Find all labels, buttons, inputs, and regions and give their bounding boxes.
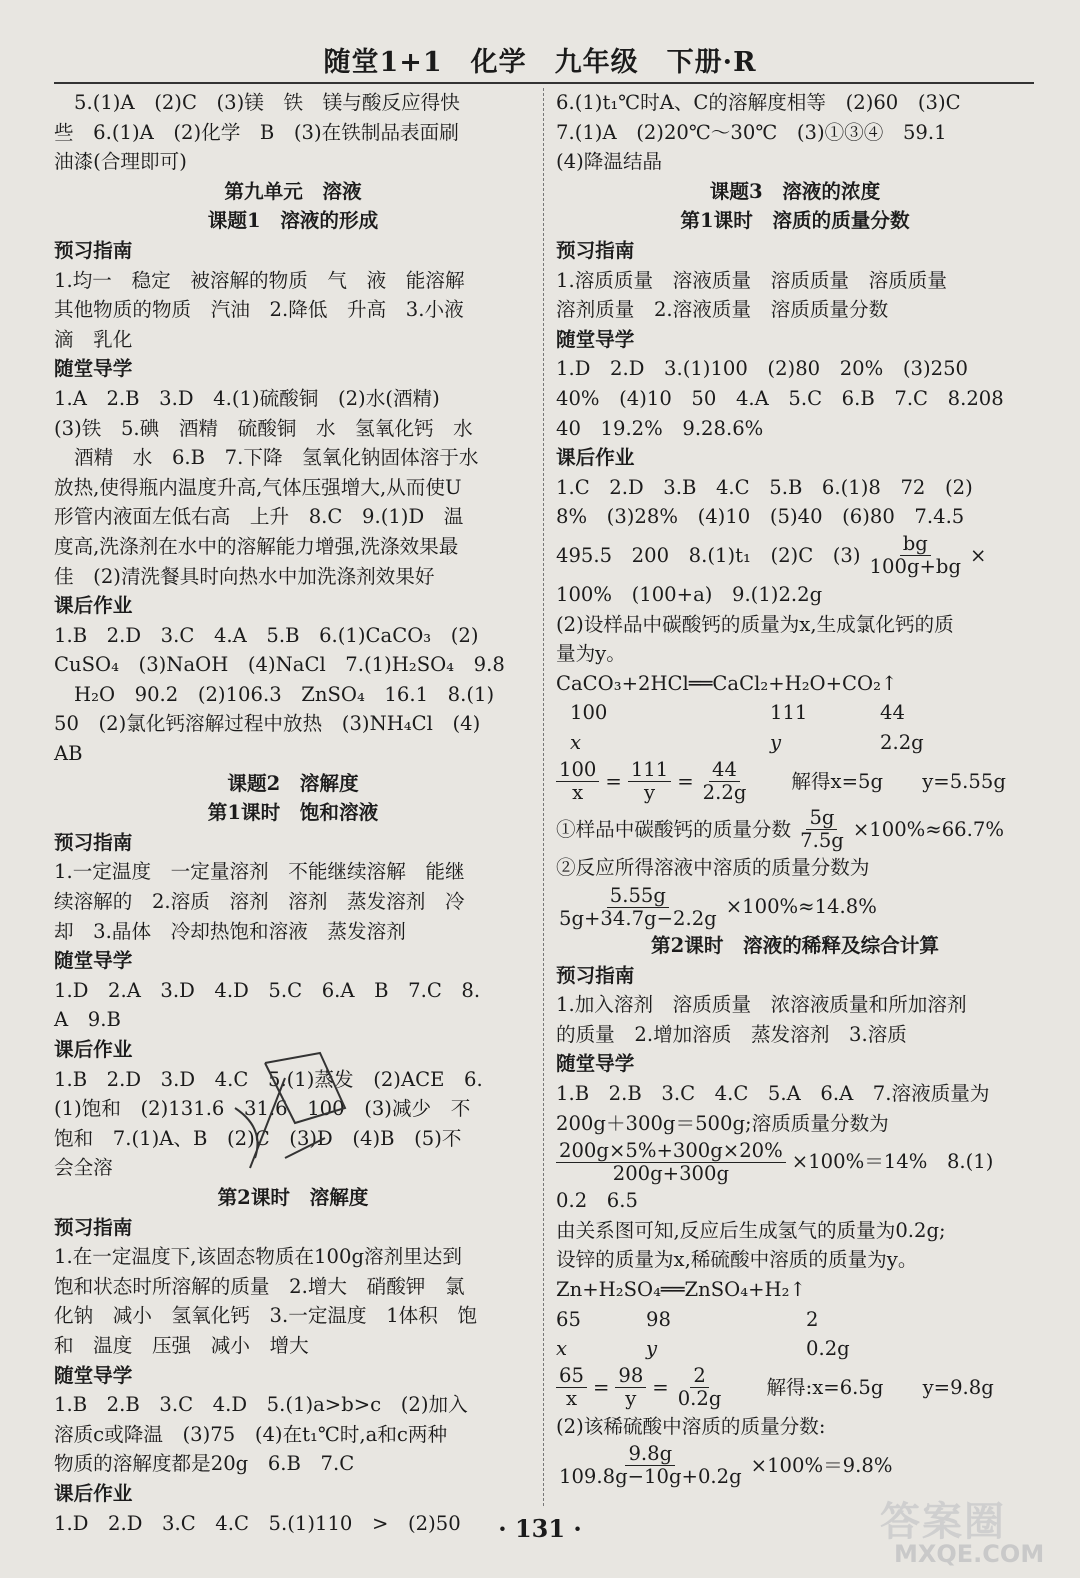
section-heading: 预习指南 [556, 238, 635, 262]
text-line: 佳 (2)清洗餐具时向热水中加洗涤剂效果好 [54, 564, 435, 588]
formula-line [556, 1138, 1034, 1186]
solution-text: 解得x=5g y=5.55g [791, 769, 1006, 793]
formula-line [556, 883, 1034, 931]
column-divider [543, 88, 544, 1506]
denominator: 100g+bg [869, 555, 961, 579]
numerator: 9.8g [625, 1443, 675, 1466]
unknown: 0.2g [806, 1337, 850, 1361]
coefficient: 44 [880, 701, 905, 725]
unknown: y [646, 1337, 658, 1361]
text-line: 却 3.晶体 冷却热饱和溶液 蒸发溶剂 [54, 919, 406, 943]
text-line: A 9.B [54, 1008, 121, 1032]
fraction [797, 807, 847, 852]
denominator: y [643, 780, 656, 804]
denominator: x [572, 780, 584, 804]
text-line: 7.(1)A (2)20℃～30℃ (3)①③④ 59.1 [556, 120, 947, 144]
left-column [54, 88, 532, 1538]
formula-line [556, 1441, 1034, 1489]
denominator: 0.2g [677, 1387, 722, 1411]
text-line: 40 19.2% 9.28.6% [556, 416, 764, 440]
numerator: 5g [806, 807, 837, 830]
fraction [556, 885, 720, 930]
section-heading: 随堂导学 [54, 949, 133, 973]
text-line: 1.A 2.B 3.D 4.(1)硫酸铜 (2)水(酒精) [54, 386, 440, 410]
fraction [700, 759, 750, 804]
text-line: (2)该稀硫酸中溶质的质量分数: [556, 1414, 826, 1438]
text-line: 1.D 2.D 3.(1)100 (2)80 20% (3)250 [556, 357, 969, 381]
right-column [556, 88, 1034, 1489]
equation-unknowns [556, 728, 1034, 758]
coefficient: 2 [806, 1307, 819, 1331]
numerator: 111 [628, 759, 671, 782]
equation-coefficients [556, 1305, 1034, 1335]
numerator: bg [900, 533, 931, 556]
denominator: 7.5g [800, 828, 844, 852]
denominator: 109.8g−10g+0.2g [559, 1464, 742, 1488]
fraction [628, 759, 671, 804]
section-heading: 预习指南 [54, 238, 133, 262]
text-line: 1.一定温度 一定量溶剂 不能继续溶解 能继 [54, 860, 465, 884]
text-line: 其他物质的物质 汽油 2.降低 升高 3.小液 [54, 298, 464, 322]
text-fragment: ①样品中碳酸钙的质量分数 [556, 817, 792, 841]
equals-sign: = [605, 769, 622, 793]
topic-title: 课题1 溶液的形成 [207, 209, 379, 233]
watermark-url: MXQE.COM [894, 1540, 1045, 1568]
text-line: 度高,洗涤剂在水中的溶解能力增强,洗涤效果最 [54, 534, 459, 558]
text-line: 1.D 2.D 3.C 4.C 5.(1)110 > (2)50 [54, 1511, 461, 1535]
formula-line [556, 532, 1034, 580]
denominator: 5g+34.7g−2.2g [559, 906, 717, 930]
text-line: 200g＋300g＝500g;溶质质量分数为 [556, 1111, 889, 1135]
page-header: 随堂1+1 化学 九年级 下册·R [323, 47, 757, 78]
fraction [556, 1443, 745, 1488]
proportion-line [556, 757, 1034, 805]
numerator: 65 [556, 1365, 587, 1388]
equals-sign: = [652, 1375, 669, 1399]
text-fragment: × [970, 544, 987, 568]
text-line: 6.(1)t₁℃时A、C的溶解度相等 (2)60 (3)C [556, 91, 961, 114]
topic-title: 课题3 溶液的浓度 [709, 179, 881, 203]
equals-sign: = [677, 769, 694, 793]
header-rule [54, 82, 1034, 84]
text-line: (4)降温结晶 [556, 150, 663, 174]
denominator: 2.2g [702, 780, 747, 804]
section-heading: 随堂导学 [54, 1363, 133, 1387]
topic-title: 课题2 溶解度 [227, 771, 359, 795]
text-line: 饱和 7.(1)A、B (2)C (3)D (4)B (5)不 [54, 1126, 462, 1150]
unknown: x [556, 1337, 568, 1361]
proportion-line [556, 1364, 1034, 1412]
section-heading: 课后作业 [556, 446, 635, 470]
fraction [867, 533, 964, 578]
text-fragment: ×100%＝9.8% [750, 1453, 893, 1477]
section-heading: 预习指南 [54, 830, 133, 854]
section-heading: 课后作业 [54, 1481, 133, 1505]
coefficient: 98 [646, 1307, 671, 1331]
text-line: 油漆(合理即可) [54, 150, 187, 174]
equation-unknowns [556, 1334, 1034, 1364]
text-line: 饱和状态时所溶解的质量 2.增大 硝酸钾 氯 [54, 1274, 465, 1298]
numerator: 5.55g [607, 885, 669, 908]
numerator: 98 [615, 1365, 646, 1388]
denominator: y [625, 1387, 637, 1411]
text-line: CuSO₄ (3)NaOH (4)NaCl 7.(1)H₂SO₄ 9.8 [54, 653, 505, 677]
section-heading: 课后作业 [54, 594, 133, 618]
section-heading: 预习指南 [556, 963, 635, 987]
text-fragment: ×100%≈66.7% [852, 817, 1004, 841]
lesson-title: 第2课时 溶液的稀释及综合计算 [651, 934, 939, 958]
coefficient: 111 [770, 701, 808, 725]
numerator: 2 [690, 1365, 708, 1388]
text-line: 1.在一定温度下,该固态物质在100g溶剂里达到 [54, 1245, 462, 1269]
text-line: 和 温度 压强 减小 增大 [54, 1333, 309, 1357]
text-line: 溶质c或降温 (3)75 (4)在t₁℃时,a和c两种 [54, 1422, 448, 1446]
coefficient: 100 [570, 701, 608, 725]
text-line: 1.B 2.B 3.C 4.C 5.A 6.A 7.溶液质量为 [556, 1082, 990, 1106]
text-line: 形管内液面左低右高 上升 8.C 9.(1)D 温 [54, 505, 464, 529]
text-line: H₂O 90.2 (2)106.3 ZnSO₄ 16.1 8.(1) [74, 682, 495, 706]
text-line: 由关系图可知,反应后生成氢气的质量为0.2g; [556, 1218, 946, 1242]
text-line: 滴 乳化 [54, 327, 133, 351]
text-line: ②反应所得溶液中溶质的质量分数为 [556, 856, 870, 880]
chemical-equation: CaCO₃+2HCl══CaCl₂+H₂O+CO₂↑ [556, 671, 898, 695]
text-fragment: ×100%≈14.8% [725, 895, 877, 919]
text-line: 5.(1)A (2)C (3)镁 铁 镁与酸反应得快 [74, 91, 460, 114]
page-number: · 131 · [498, 1514, 582, 1543]
fraction [675, 1365, 725, 1410]
scribble-stroke [235, 1053, 345, 1168]
text-line: 设锌的质量为x,稀硫酸中溶质的质量为y。 [556, 1248, 918, 1272]
watermark-logo: 答案圈 [880, 1499, 1006, 1545]
unknown: x [570, 730, 582, 754]
text-line: (2)设样品中碳酸钙的质量为x,生成氯化钙的质 [556, 612, 954, 636]
chemical-equation: Zn+H₂SO₄══ZnSO₄+H₂↑ [556, 1278, 806, 1301]
section-heading: 随堂导学 [54, 357, 133, 381]
text-line: 物质的溶解度都是20g 6.B 7.C [54, 1452, 355, 1476]
text-line: 1.B 2.D 3.C 4.A 5.B 6.(1)CaCO₃ (2) [54, 623, 479, 647]
text-line: 1.溶质质量 溶液质量 溶质质量 溶质质量 [556, 268, 947, 292]
text-line: 些 6.(1)A (2)化学 B (3)在铁制品表面刷 [54, 120, 459, 144]
text-line: 溶剂质量 2.溶液质量 溶质质量分数 [556, 298, 889, 322]
text-line: (1)饱和 (2)131.6 31.6 100 (3)减少 不 [54, 1097, 471, 1121]
watermark [880, 1490, 1070, 1576]
text-line: 1.B 2.B 3.C 4.D 5.(1)a>b>c (2)加入 [54, 1393, 468, 1417]
unit-title: 第九单元 溶液 [224, 179, 362, 203]
text-line: 1.加入溶剂 溶质质量 浓溶液质量和所加溶剂 [556, 993, 967, 1017]
text-line: 续溶解的 2.溶质 溶剂 溶剂 蒸发溶剂 冷 [54, 890, 465, 914]
equation-coefficients [556, 698, 1034, 728]
section-heading: 课后作业 [54, 1038, 133, 1061]
text-line: 50 (2)氯化钙溶解过程中放热 (3)NH₄Cl (4) [54, 712, 481, 736]
fraction [556, 1365, 587, 1410]
text-line: 0.2 6.5 [556, 1189, 638, 1213]
fraction [556, 759, 599, 804]
text-line: 化钠 减小 氢氧化钙 3.一定温度 1体积 饱 [54, 1304, 478, 1328]
text-line: 1.B 2.D 3.D 4.C 5.(1)蒸发 (2)ACE 6. [54, 1067, 483, 1091]
text-line: 40% (4)10 50 4.A 5.C 6.B 7.C 8.208 [556, 386, 1004, 410]
lesson-title: 第1课时 溶质的质量分数 [680, 209, 910, 233]
fraction [615, 1365, 646, 1410]
denominator: x [565, 1387, 577, 1411]
section-heading: 随堂导学 [556, 327, 635, 351]
solution-text: 解得:x=6.5g y=9.8g [766, 1375, 994, 1399]
pen-scribble [225, 1048, 365, 1178]
text-line: 酒精 水 6.B 7.下降 氢氧化钠固体溶于水 [74, 446, 479, 470]
text-fragment: ×100%＝14% 8.(1) [791, 1150, 994, 1174]
equals-sign: = [592, 1375, 610, 1399]
text-line: 100% (100+a) 9.(1)2.2g [556, 582, 823, 606]
unknown: y [770, 730, 782, 754]
text-line: 1.均一 稳定 被溶解的物质 气 液 能溶解 [54, 268, 465, 292]
fraction [556, 1140, 786, 1185]
unknown: 2.2g [880, 730, 924, 754]
section-heading: 预习指南 [54, 1215, 133, 1239]
coefficient: 65 [556, 1307, 581, 1331]
text-line: AB [54, 742, 83, 766]
text-line: 8% (3)28% (4)10 (5)40 (6)80 7.4.5 [556, 505, 965, 529]
text-line: 的质量 2.增加溶质 蒸发溶剂 3.溶质 [556, 1022, 907, 1046]
text-fragment: 495.5 200 8.(1)t₁ (2)C (3) [556, 544, 861, 568]
lesson-title: 第1课时 饱和溶液 [207, 801, 379, 825]
numerator: 100 [556, 759, 599, 782]
denominator: 200g+300g [612, 1161, 730, 1185]
numerator: 44 [709, 759, 740, 782]
numerator: 200g×5%+300g×20% [556, 1140, 786, 1163]
formula-line [556, 805, 1034, 853]
text-line: 1.D 2.A 3.D 4.D 5.C 6.A B 7.C 8. [54, 978, 481, 1002]
text-line: 会全溶 [54, 1156, 113, 1180]
lesson-title: 第2课时 溶解度 [217, 1185, 369, 1209]
text-line: 1.C 2.D 3.B 4.C 5.B 6.(1)8 72 (2) [556, 475, 973, 499]
text-line: (3)铁 5.碘 酒精 硫酸铜 水 氢氧化钙 水 [54, 416, 473, 440]
section-heading: 随堂导学 [556, 1052, 635, 1076]
text-line: 量为y。 [556, 642, 626, 666]
text-line: 放热,使得瓶内温度升高,气体压强增大,从而使U [54, 475, 462, 499]
